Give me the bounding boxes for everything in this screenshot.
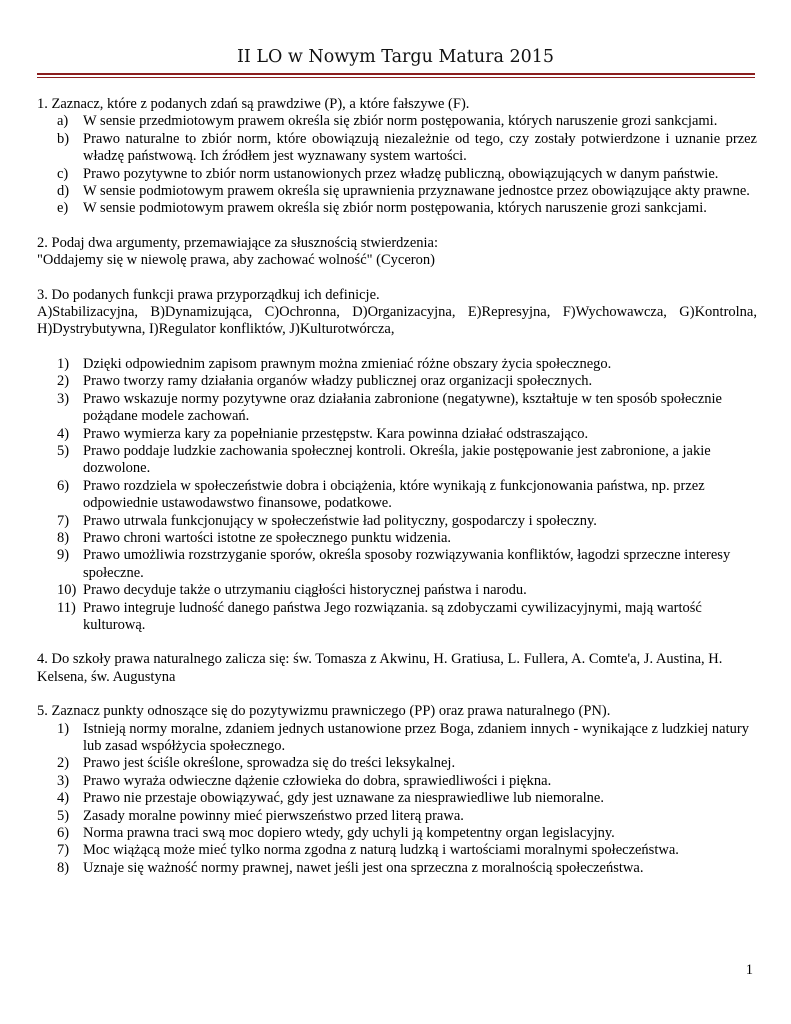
question-1: 1. Zaznacz, które z podanych zdań są prawdziwe (P), a które fałszywe (F). [37,96,470,112]
list-item [37,131,757,166]
list-item-text: Prawo poddaje ludzkie zachowania społecznej kontroli. Określa, jakie postępowanie jest zabronione, a jakie dozwolone. [83,442,711,477]
list-item [37,600,757,635]
list-marker: 10) [57,582,77,599]
list-marker: 7) [57,512,70,529]
document-content [37,96,757,877]
list-item [37,721,757,756]
list-item [37,790,757,807]
list-item-text: Zasady moralne powinny mieć pierwszeństwo przed literą prawa. [83,807,464,824]
list-item [37,426,757,443]
list-marker: d) [57,183,70,200]
list-item [37,808,757,825]
list-marker: 3) [57,390,70,407]
list-item-text: Prawo wskazuje normy pozytywne oraz działania zabronione (negatywne), kształtuje w ten sposób społecznie pożądane modele zachowań. [83,390,722,425]
list-marker: 5) [57,807,70,824]
list-item-text: W sensie przedmiotowym prawem określa się zbiór norm postępowania, których naruszenie grozi sankcjami. [83,113,718,130]
list-item [37,200,757,217]
question-1-list [37,113,757,217]
list-marker: 8) [57,859,70,876]
list-item-text: Istnieją normy moralne, zdaniem jednych ustanowione przez Boga, zdaniem innych - wynikające z ludzkiej natury lub zasad współżycia społecznego. [83,720,749,754]
list-item-text: Prawo utrwala funkcjonujący w społeczeństwie ład polityczny, gospodarczy i społeczny. [83,512,597,529]
list-item [37,513,757,530]
list-item [37,825,757,842]
list-item-text: Prawo pozytywne to zbiór norm ustanowionych przez władzę publiczną, obowiązujących w danym państwie. [83,165,719,182]
list-item-text: Prawo naturalne to zbiór norm, które obowiązują niezależnie od tego, czy zostały potwierdzone i uznanie przez władzę państwową. Ich źródłem jest wyznawany system wartości. [83,130,757,165]
question-2-quote: "Oddajemy się w niewolę prawa, aby zachować wolność" (Cyceron) [37,252,435,269]
list-item [37,530,757,547]
list-item [37,860,757,877]
list-marker: 1) [57,355,70,372]
list-marker: 2) [57,373,70,390]
list-item [37,356,757,373]
list-marker: c) [57,165,69,182]
list-item [37,582,757,599]
list-marker: e) [57,200,69,217]
list-marker: 7) [57,842,70,859]
list-item [37,755,757,772]
list-item-text: Prawo tworzy ramy działania organów władzy publicznej oraz organizacji społecznych. [83,373,593,390]
list-marker: 8) [57,529,70,546]
list-item [37,773,757,790]
list-item-text: Moc wiążącą może mieć tylko norma zgodna z naturą ludzką i wartościami moralnymi społeczeństwa. [83,842,679,859]
list-marker: a) [57,113,69,130]
list-item [37,842,757,859]
question-2: 2. Podaj dwa argumenty, przemawiające za słusznością stwierdzenia: [37,234,439,251]
list-item-text: Prawo integruje ludność danego państwa Jego rozwiązania. są zdobyczami cywilizacyjnymi, mają wartość kulturową. [83,599,702,633]
list-item-text: Dzięki odpowiednim zapisom prawnym można zmieniać różne obszary życia społecznego. [83,355,612,372]
question-3-list [37,356,757,635]
list-item-text: Prawo chroni wartości istotne ze społecznego punktu widzenia. [83,529,452,546]
header-rule-thin [37,77,755,78]
question-4: 4. Do szkoły prawa naturalnego zalicza się: św. Tomasza z Akwinu, H. Gratiusa, L. Fullera, A. Comte'a, J. Austina, H. Kelsena, św. Augustyna [37,651,723,685]
list-item-text: Prawo umożliwia rozstrzyganie sporów, określa sposoby rozwiązywania konfliktów, łagodzi sprzeczne interesy społeczne. [83,547,731,581]
list-marker: 6) [57,477,70,494]
list-item [37,478,757,513]
list-marker: 6) [57,825,70,842]
list-item-text: Norma prawna traci swą moc dopiero wtedy, gdy uchyli ją kompetentny organ legislacyjny. [83,825,615,842]
question-3-options: A)Stabilizacyjna, B)Dynamizująca, C)Ochronna, D)Organizacyjna, E)Represyjna, F)Wychowawcza, G)Kontrolna, H)Dystrybutywna, I)Regulator konfliktów, J)Kulturotwórcza, [37,304,757,338]
list-item [37,113,757,130]
list-item-text: Prawo rozdziela w społeczeństwie dobra i obciążenia, które wynikają z funkcjonowania państwa, np. przez odpowiednie ustawodawstwo finansowe, podatkowe. [83,477,705,512]
list-marker: 4) [57,425,70,442]
list-item-text: Prawo decyduje także o utrzymaniu ciągłości historycznej państwa i narodu. [83,582,527,599]
list-item-text: Prawo wymierza kary za popełnianie przestępstw. Kara powinna działać odstraszająco. [83,425,589,442]
list-item [37,547,757,582]
list-item-text: Prawo jest ściśle określone, sprowadza się do treści leksykalnej. [83,755,456,772]
list-marker: 3) [57,772,70,789]
list-item-text: W sensie podmiotowym prawem określa się zbiór norm postępowania, których naruszenie grozi sankcjami. [83,200,707,217]
list-item-text: Uznaje się ważność normy prawnej, nawet jeśli jest ona sprzeczna z moralnością społeczeństwa. [83,859,644,876]
list-item [37,183,757,200]
list-item-text: W sensie podmiotowym prawem określa się uprawnienia przyznawane jednostce przez obowiązujące akty prawne. [83,183,750,200]
list-item-text: Prawo nie przestaje obowiązywać, gdy jest uznawane za niesprawiedliwe lub niemoralne. [83,790,604,807]
page-number: 1 [745,962,753,978]
list-item [37,373,757,390]
header-rule-thick [37,73,755,75]
list-item [37,443,757,478]
list-marker: b) [57,130,70,147]
list-marker: 9) [57,547,70,564]
list-marker: 1) [57,720,70,737]
question-5: 5. Zaznacz punkty odnoszące się do pozytywizmu prawniczego (PP) oraz prawa naturalnego (PN). [37,703,611,720]
question-5-list [37,721,757,878]
list-marker: 11) [57,599,76,616]
list-item [37,391,757,426]
header-title: II LO w Nowym Targu Matura 2015 [236,47,555,67]
list-marker: 2) [57,755,70,772]
list-marker: 4) [57,790,70,807]
list-item-text: Prawo wyraża odwieczne dążenie człowieka do dobra, sprawiedliwości i piękna. [83,772,552,789]
list-marker: 5) [57,442,70,459]
list-item [37,166,757,183]
question-3: 3. Do podanych funkcji prawa przyporządkuj ich definicje. [37,286,380,303]
